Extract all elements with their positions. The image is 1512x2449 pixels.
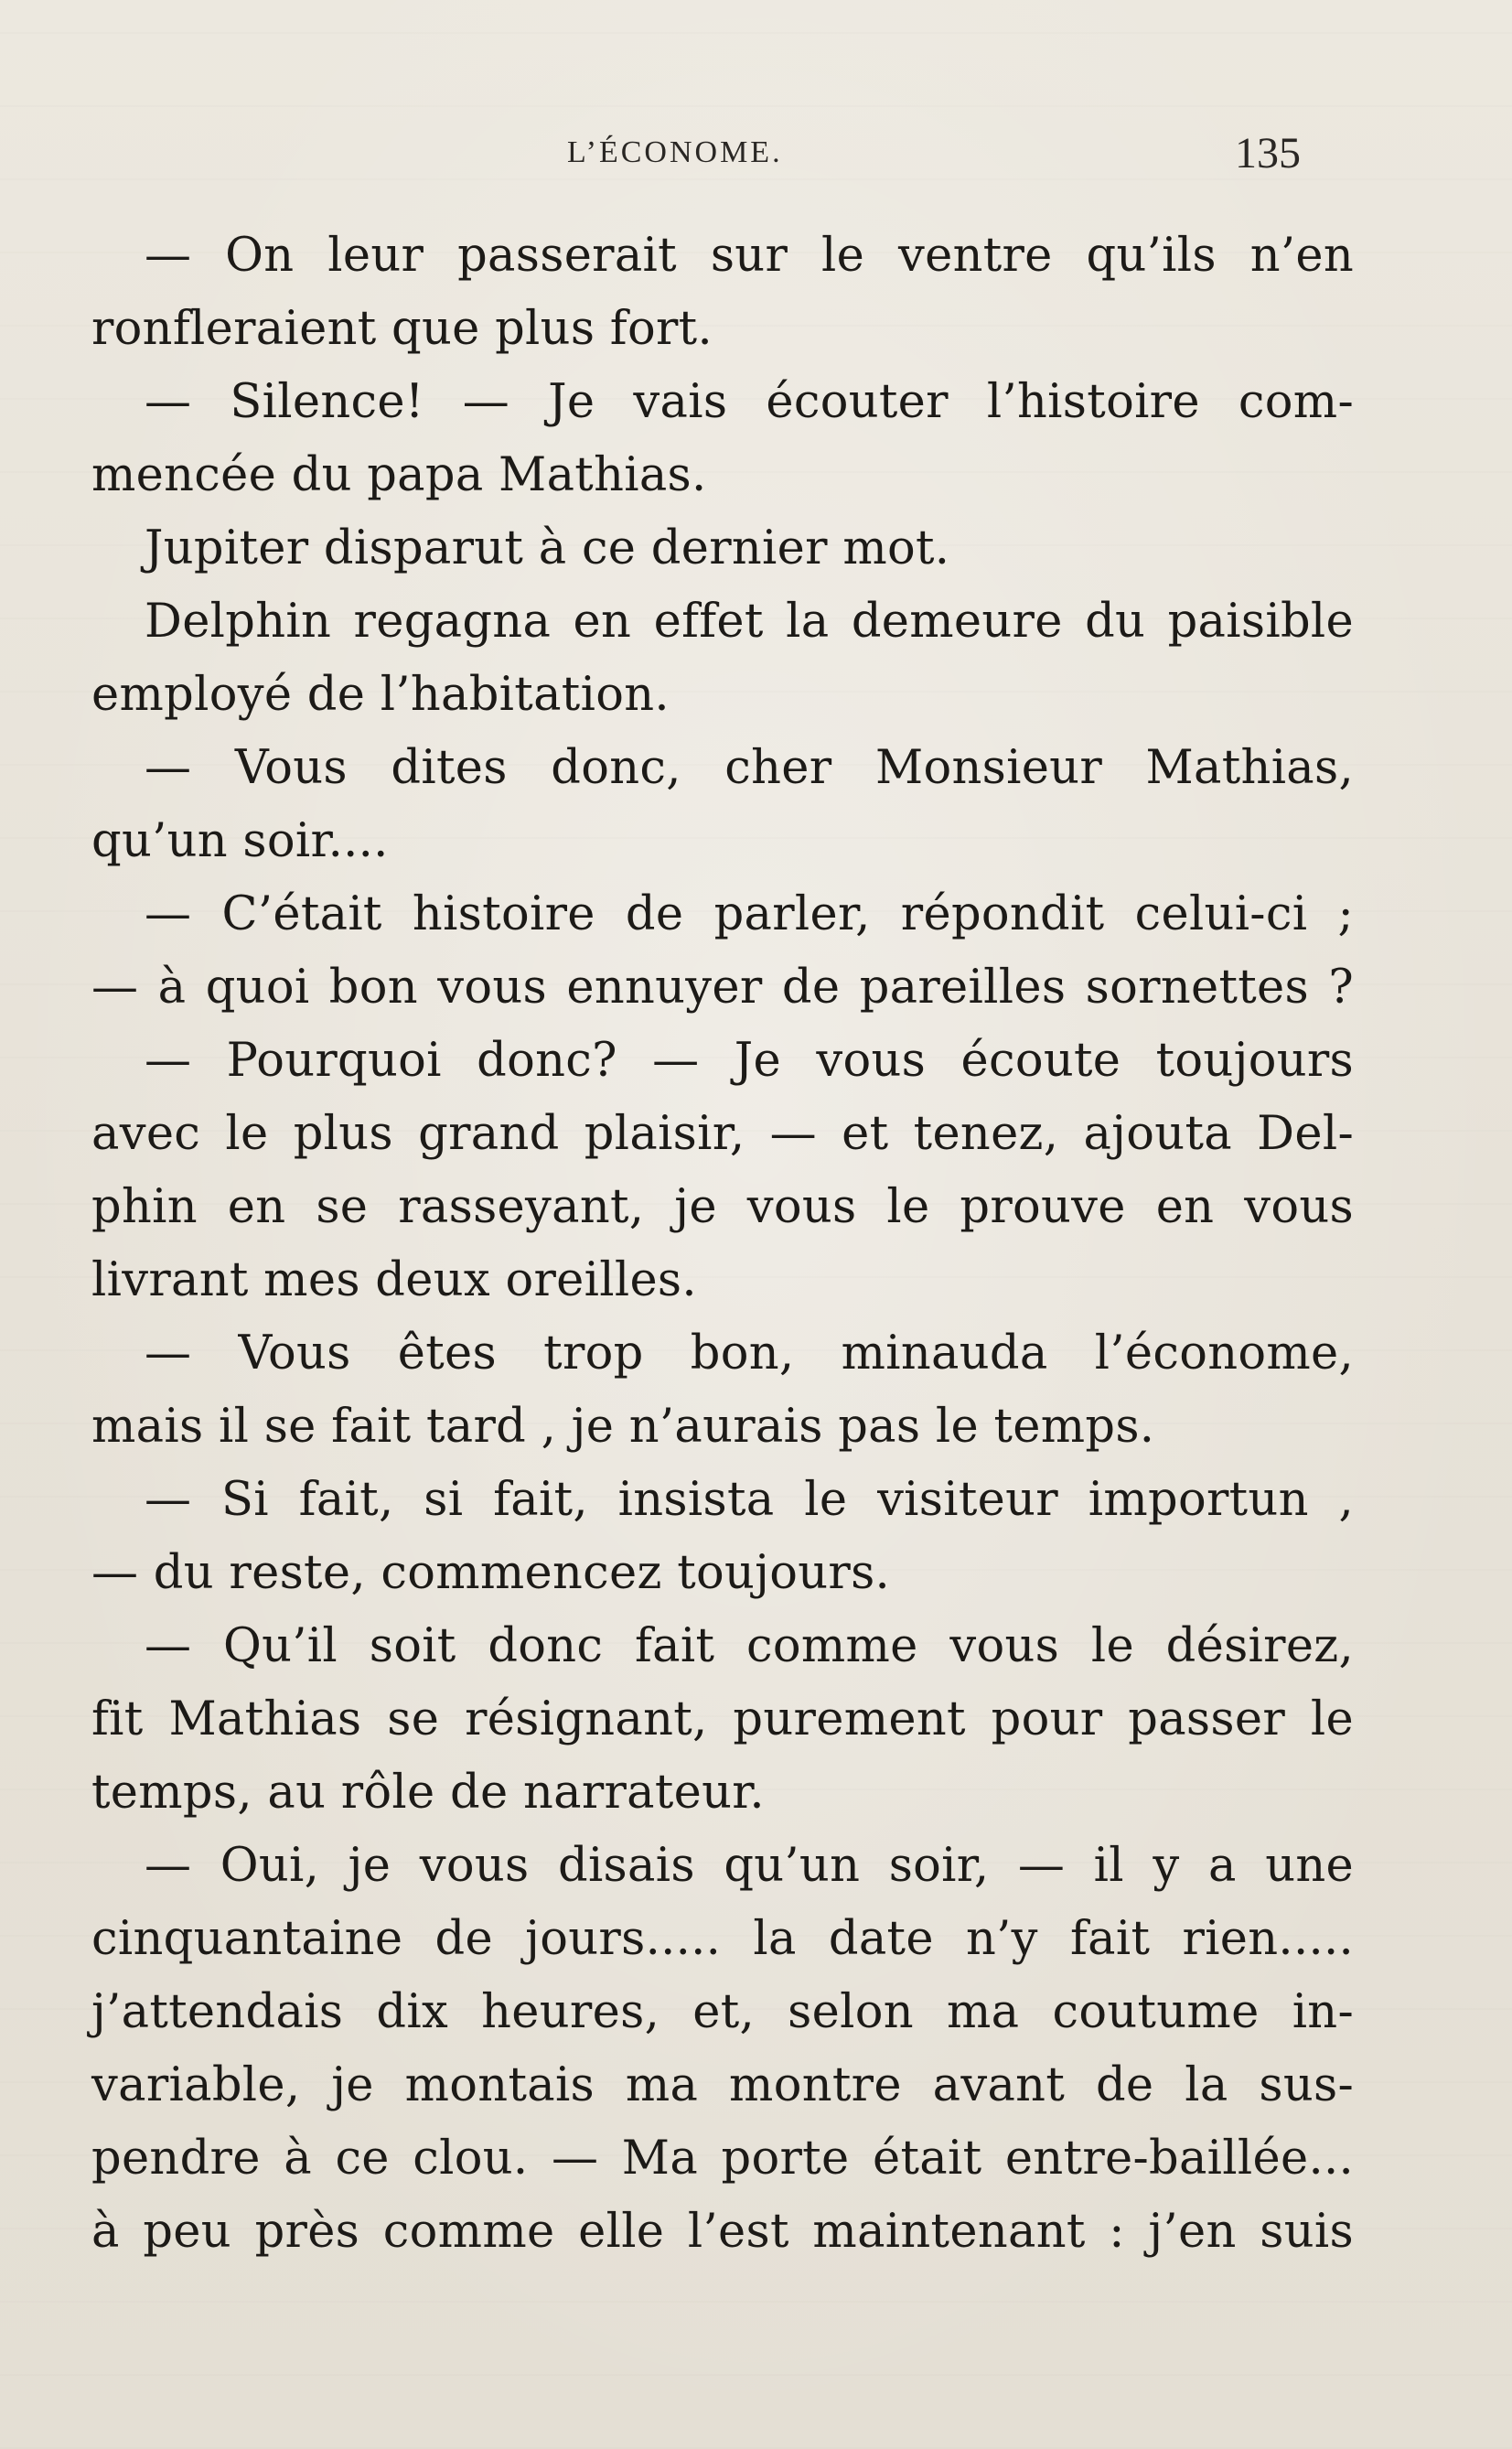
text-line: mencée du papa Mathias. bbox=[91, 448, 707, 502]
text-line: employé de l’habitation. bbox=[91, 668, 670, 722]
text-line: — On leur passerait sur le ventre qu’ils n’en bbox=[145, 229, 1354, 283]
text-line: pendre à ce clou. — Ma porte était entre-baillée... bbox=[91, 2132, 1354, 2186]
text-line: à peu près comme elle l’est maintenant : j’en suis bbox=[91, 2205, 1354, 2259]
text-line: — du reste, commencez toujours. bbox=[91, 1546, 891, 1600]
running-head bbox=[0, 128, 1512, 183]
text-line: mais il se fait tard , je n’aurais pas le temps. bbox=[91, 1400, 1155, 1454]
page-number: 135 bbox=[1235, 129, 1301, 177]
text-line: — Silence! — Je vais écouter l’histoire com- bbox=[145, 375, 1354, 429]
text-line: — à quoi bon vous ennuyer de pareilles sornettes ? bbox=[91, 961, 1354, 1015]
text-line: — Vous êtes trop bon, minauda l’économe, bbox=[145, 1327, 1354, 1380]
text-line: livrant mes deux oreilles. bbox=[91, 1253, 697, 1307]
text-line: — Pourquoi donc? — Je vous écoute toujours bbox=[145, 1034, 1354, 1088]
text-line: qu’un soir.... bbox=[91, 814, 389, 868]
text-line: — Qu’il soit donc fait comme vous le désirez, bbox=[145, 1619, 1354, 1673]
text-line: phin en se rasseyant, je vous le prouve en vous bbox=[91, 1180, 1354, 1234]
text-line: — Vous dites donc, cher Monsieur Mathias, bbox=[145, 741, 1354, 795]
text-line: ronfleraient que plus fort. bbox=[91, 302, 713, 356]
text-line: Delphin regagna en effet la demeure du paisible bbox=[145, 595, 1354, 649]
body-text bbox=[91, 220, 1354, 2269]
text-line: fit Mathias se résignant, purement pour passer le bbox=[91, 1692, 1354, 1746]
text-line: avec le plus grand plaisir, — et tenez, ajouta Del- bbox=[91, 1107, 1354, 1161]
text-line: — C’était histoire de parler, répondit celui-ci ; bbox=[145, 887, 1354, 941]
text-line: temps, au rôle de narrateur. bbox=[91, 1766, 765, 1820]
text-line: cinquantaine de jours..... la date n’y fait rien..... bbox=[91, 1912, 1354, 1966]
text-line: j’attendais dix heures, et, selon ma coutume in- bbox=[91, 1985, 1354, 2039]
text-line: Jupiter disparut à ce dernier mot. bbox=[145, 521, 950, 575]
text-line: — Oui, je vous disais qu’un soir, — il y a une bbox=[145, 1839, 1354, 1893]
text-line: — Si fait, si fait, insista le visiteur importun , bbox=[145, 1473, 1354, 1527]
text-line: variable, je montais ma montre avant de la sus- bbox=[91, 2058, 1354, 2112]
running-title: L’ÉCONOME. bbox=[567, 135, 783, 169]
